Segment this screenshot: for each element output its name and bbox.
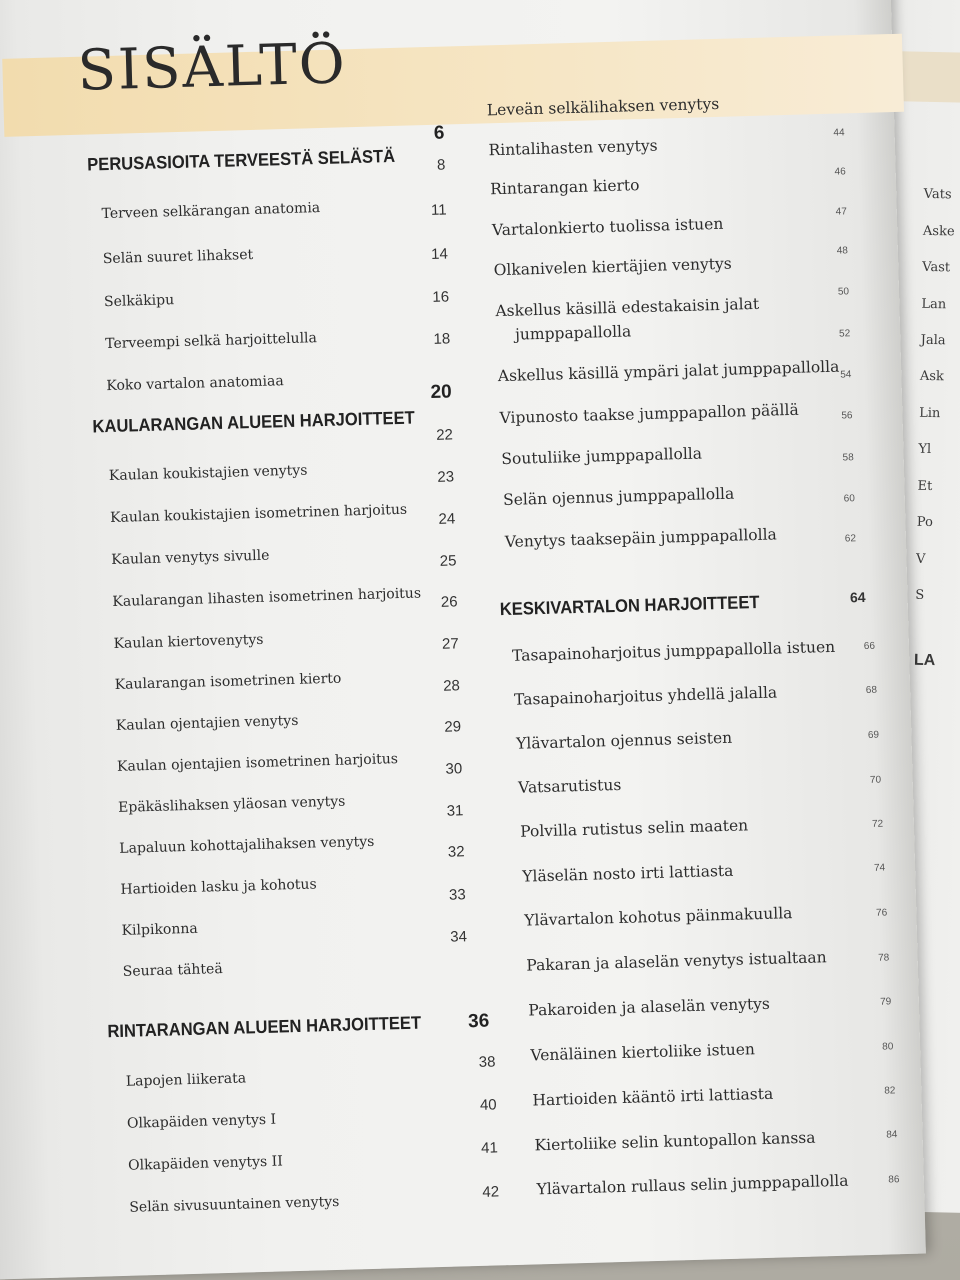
toc-item-page: 76 bbox=[875, 907, 888, 919]
toc-item-page: 62 bbox=[844, 533, 857, 545]
toc-item-label: Vipunosto taakse jumppapallon päällä bbox=[499, 400, 799, 428]
toc-item-label: Kaularangan lihasten isometrinen harjoitus bbox=[112, 585, 422, 610]
toc-item-page: 26 bbox=[440, 593, 458, 611]
toc-item-label: Vartalonkierto tuolissa istuen bbox=[491, 214, 724, 240]
right-page-fragment: V bbox=[915, 551, 926, 567]
toc-item-label: Kiertoliike selin kuntopallon kanssa bbox=[534, 1128, 816, 1155]
toc-item-page: 58 bbox=[842, 452, 854, 464]
right-page-fragment: Vast bbox=[922, 259, 951, 276]
toc-item-page: 82 bbox=[884, 1085, 896, 1097]
toc-item-label: Kilpikonna bbox=[121, 920, 198, 939]
toc-item-page: 47 bbox=[835, 206, 847, 218]
toc-item-page: 34 bbox=[449, 928, 468, 946]
toc-item-page: 79 bbox=[880, 996, 892, 1008]
toc-item-page: 38 bbox=[478, 1053, 496, 1071]
toc-item-page: 69 bbox=[867, 729, 880, 741]
section-heading: RINTARANGAN ALUEEN HARJOITTEET bbox=[107, 1012, 422, 1042]
toc-item-label: Terveen selkärangan anatomia bbox=[101, 200, 321, 223]
toc-item-page: 68 bbox=[865, 684, 878, 696]
toc-item-label: Rintarangan kierto bbox=[489, 176, 640, 199]
right-page-fragment: Yl bbox=[918, 441, 932, 458]
toc-item-label: Askellus käsillä ympäri jalat jumppapallolla bbox=[497, 357, 840, 386]
toc-item-page: 42 bbox=[482, 1183, 500, 1201]
section-heading: PERUSASIOITA TERVEESTÄ SELÄSTÄ bbox=[86, 145, 396, 175]
toc-item-page: 25 bbox=[439, 552, 457, 570]
toc-item-page: 29 bbox=[444, 718, 462, 736]
toc-item-page: 31 bbox=[446, 802, 464, 820]
toc-item-label: Kaulan ojentajien venytys bbox=[115, 712, 299, 734]
toc-item-label: Kaulan venytys sivulle bbox=[111, 547, 270, 568]
section-page-number: 64 bbox=[849, 588, 866, 606]
toc-item-page: 18 bbox=[433, 330, 451, 348]
toc-item-label: Seuraa tähteä bbox=[122, 961, 223, 980]
toc-item-label: Polvilla rutistus selin maaten bbox=[519, 816, 749, 841]
toc-item-page: 14 bbox=[430, 245, 449, 263]
toc-item-page: 48 bbox=[836, 245, 849, 257]
toc-item-label: Kaulan kiertovenytys bbox=[113, 631, 264, 652]
toc-item-label: Venytys taaksepäin jumppapallolla bbox=[504, 525, 778, 552]
toc-item-page: 54 bbox=[840, 369, 852, 381]
right-page-fragment: Lin bbox=[918, 405, 941, 422]
section-heading: KAULARANGAN ALUEEN HARJOITTEET bbox=[92, 407, 415, 437]
toc-item-label: Selkäkipu bbox=[103, 292, 175, 311]
toc-item-label: Pakaroiden ja alaselän venytys bbox=[528, 994, 771, 1020]
toc-item-label: Kaularangan isometrinen kierto bbox=[114, 670, 342, 693]
toc-item-label: Selän ojennus jumppapallolla bbox=[502, 484, 735, 510]
toc-item-label: Terveempi selkä harjoittelulla bbox=[104, 330, 318, 353]
toc-item-label: Askellus käsillä edestakaisin jalat bbox=[495, 294, 760, 321]
toc-item-page: 23 bbox=[437, 468, 455, 486]
toc-item-label: Vatsarutistus bbox=[517, 775, 622, 797]
toc-item-label: Koko vartalon anatomiaa bbox=[106, 373, 284, 395]
right-page-fragment: Ask bbox=[919, 368, 945, 385]
toc-item-page: 70 bbox=[869, 774, 882, 786]
toc-item-page: 56 bbox=[841, 410, 853, 422]
section-page-number: 36 bbox=[467, 1010, 490, 1033]
toc-item-page: 60 bbox=[843, 493, 855, 505]
right-page-fragment: Vats bbox=[923, 186, 952, 203]
toc-item-page: 44 bbox=[833, 127, 845, 139]
toc-item-label: Leveän selkälihaksen venytys bbox=[486, 94, 720, 120]
toc-item-page: 74 bbox=[873, 862, 886, 874]
toc-item-label: Ylävartalon kohotus päinmakuulla bbox=[524, 904, 793, 930]
section-heading: KESKIVARTALON HARJOITTEET bbox=[499, 591, 760, 620]
toc-item-label: Hartioiden lasku ja kohotus bbox=[120, 876, 317, 898]
toc-item-label: Ylävartalon ojennus seisten bbox=[515, 728, 733, 753]
toc-item-page: 86 bbox=[888, 1174, 900, 1186]
toc-item-page: 33 bbox=[448, 886, 466, 904]
right-page-fragment: Et bbox=[917, 478, 933, 495]
toc-item-label: Ylävartalon rullaus selin jumppapallolla bbox=[536, 1171, 849, 1199]
toc-item-page: 8 bbox=[436, 156, 446, 174]
toc-item-page: 50 bbox=[837, 286, 850, 298]
toc-item-page: 41 bbox=[480, 1139, 499, 1157]
toc-item-page: 24 bbox=[438, 510, 456, 528]
right-page-fragment: Lan bbox=[921, 296, 947, 313]
toc-item-label: Rintalihasten venytys bbox=[488, 136, 658, 160]
toc-item-page: 66 bbox=[863, 640, 876, 653]
toc-item-page: 32 bbox=[447, 843, 465, 861]
toc-item-page: 28 bbox=[442, 677, 461, 695]
toc-item-label: Soutuliike jumppapallolla bbox=[501, 444, 703, 469]
toc-item-label: Tasapainoharjoitus yhdellä jalalla bbox=[513, 683, 778, 709]
right-page-fragment: S bbox=[915, 587, 925, 603]
toc-item-page: 27 bbox=[441, 635, 459, 653]
toc-item-page: 30 bbox=[445, 760, 463, 778]
toc-item-label: Kaulan koukistajien isometrinen harjoitus bbox=[109, 501, 408, 527]
toc-item-label: Selän sivusuuntainen venytys bbox=[129, 1193, 340, 1216]
toc-item-label: Olkapäiden venytys I bbox=[126, 1111, 277, 1132]
toc-item-page: 16 bbox=[432, 288, 450, 306]
right-page-fragment: LA bbox=[913, 651, 936, 670]
toc-item-page: 11 bbox=[430, 201, 447, 219]
right-page-fragment: Po bbox=[916, 514, 934, 531]
toc-item-label: Olkapäiden venytys II bbox=[127, 1153, 283, 1174]
section-page-number: 20 bbox=[430, 381, 452, 404]
toc-item-label: Pakaran ja alaselän venytys istualtaan bbox=[526, 948, 827, 975]
toc-item-label: Venäläinen kiertoliike istuen bbox=[530, 1040, 756, 1065]
toc-item-label: Lapaluun kohottajalihaksen venytys bbox=[119, 833, 375, 857]
toc-item-label: Epäkäslihaksen yläosan venytys bbox=[117, 793, 346, 816]
toc-item-page: 84 bbox=[886, 1129, 898, 1141]
toc-item-label: Tasapainoharjoitus jumppapallolla istuen bbox=[511, 637, 836, 665]
section-page-number: 6 bbox=[433, 122, 445, 144]
toc-item-page: 22 bbox=[435, 426, 454, 444]
toc-item-page: 46 bbox=[834, 166, 846, 178]
toc-item-label-continued: jumppapallolla bbox=[514, 322, 632, 344]
page-title: SISÄLTÖ bbox=[76, 31, 348, 104]
toc-item-page: 72 bbox=[871, 818, 884, 830]
toc-item-page: 80 bbox=[882, 1041, 894, 1053]
toc-item-label: Hartioiden kääntö irti lattiasta bbox=[532, 1084, 774, 1110]
toc-item-label: Kaulan koukistajien venytys bbox=[108, 462, 308, 485]
toc-item-label: Selän suuret lihakset bbox=[102, 246, 254, 268]
toc-item-page: 40 bbox=[479, 1096, 497, 1114]
toc-item-label: Lapojen liikerata bbox=[125, 1070, 247, 1090]
toc-item-label: Olkanivelen kiertäjien venytys bbox=[493, 254, 732, 280]
right-page-fragment: Aske bbox=[922, 223, 955, 240]
toc-item-label: Kaulan ojentajien isometrinen harjoitus bbox=[116, 751, 399, 775]
toc-item-page: 52 bbox=[838, 328, 851, 340]
toc-item-page: 78 bbox=[877, 952, 890, 964]
toc-item-label: Yläselän nosto irti lattiasta bbox=[522, 861, 734, 886]
right-page-fragment: Jala bbox=[920, 332, 946, 349]
